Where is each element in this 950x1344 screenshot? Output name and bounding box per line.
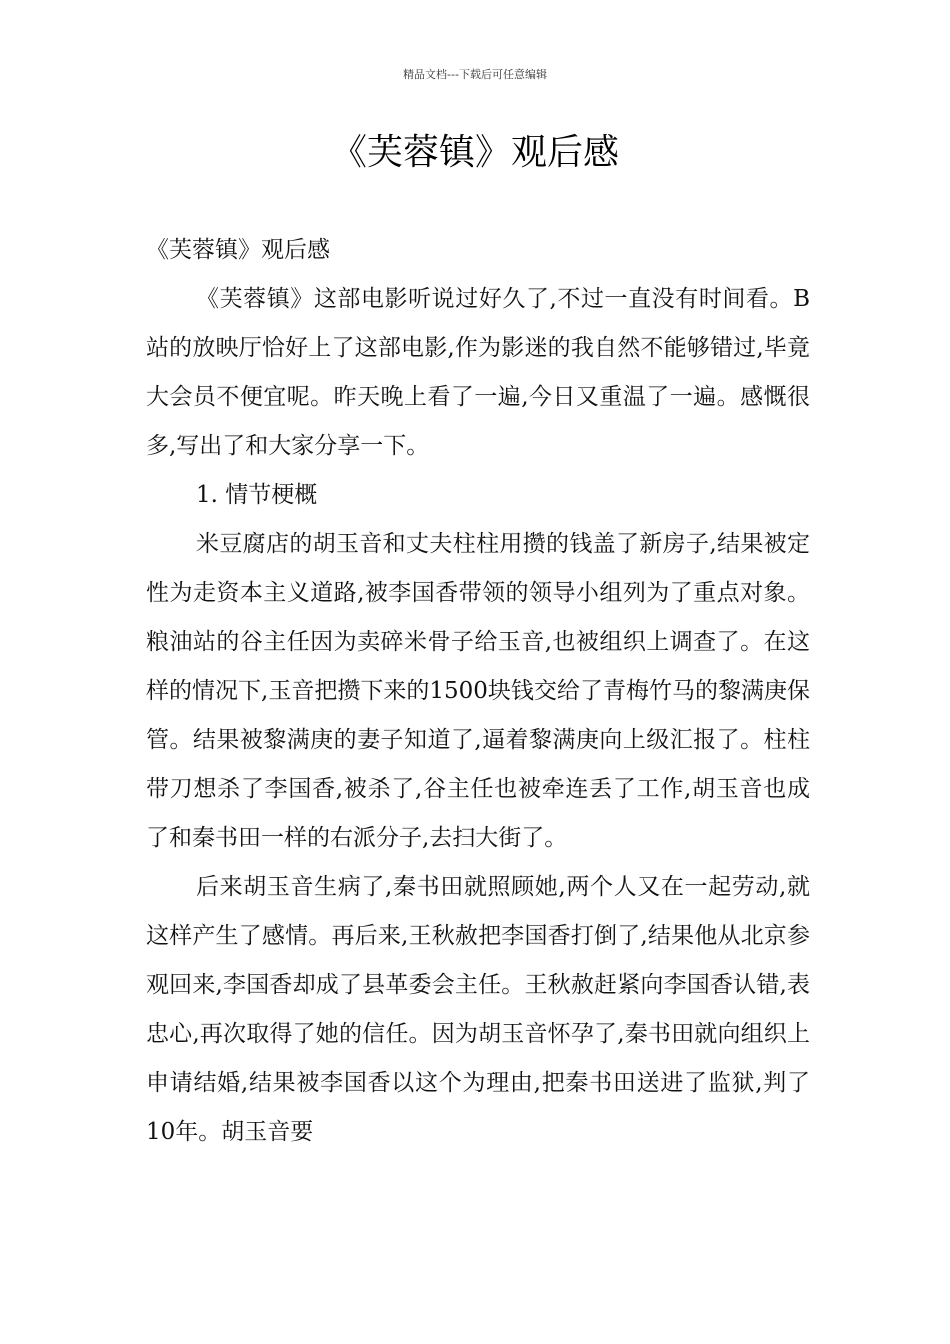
- paragraph-intro: 《芙蓉镇》这部电影听说过好久了,不过一直没有时间看。B站的放映厅恰好上了这部电影,作为影迷的我自然不能够错过,毕竟大会员不便宜呢。昨天晚上看了一遍,今日又重温了一遍。感慨很多,写出了和大家分享一下。: [146, 286, 810, 459]
- paragraph-plot-1: 米豆腐店的胡玉音和丈夫柱柱用攒的钱盖了新房子,结果被定性为走资本主义道路,被李国香带领的领导小组列为了重点对象。粮油站的谷主任因为卖碎米骨子给玉音,也被组织上调查了。在这样的情况下,玉音把攒下来的1500块钱交给了青梅竹马的黎满庚保管。结果被黎满庚的妻子知道了,逼着黎满庚向上级汇报了。柱柱带刀想杀了李国香,被杀了,谷主任也被牵连丢了工作,胡玉音也成了和秦书田一样的右派分子,去扫大街了。: [146, 531, 810, 851]
- section-heading: 1. 情节梗概: [196, 482, 318, 508]
- document-body: [146, 226, 810, 1157]
- subtitle-line: 《芙蓉镇》观后感: [146, 237, 330, 263]
- paragraph-plot-2: 后来胡玉音生病了,秦书田就照顾她,两个人又在一起劳动,就这样产生了感情。再后来,王秋赦把李国香打倒了,结果他从北京参观回来,李国香却成了县革委会主任。王秋赦赶紧向李国香认错,表忠心,再次取得了她的信任。因为胡玉音怀孕了,秦书田就向组织上申请结婚,结果被李国香以这个为理由,把秦书田送进了监狱,判了10年。胡玉音要: [146, 874, 810, 1145]
- document-title: 《芙蓉镇》观后感: [330, 132, 619, 173]
- header-note: 精品文档---下载后可任意编辑: [403, 68, 547, 81]
